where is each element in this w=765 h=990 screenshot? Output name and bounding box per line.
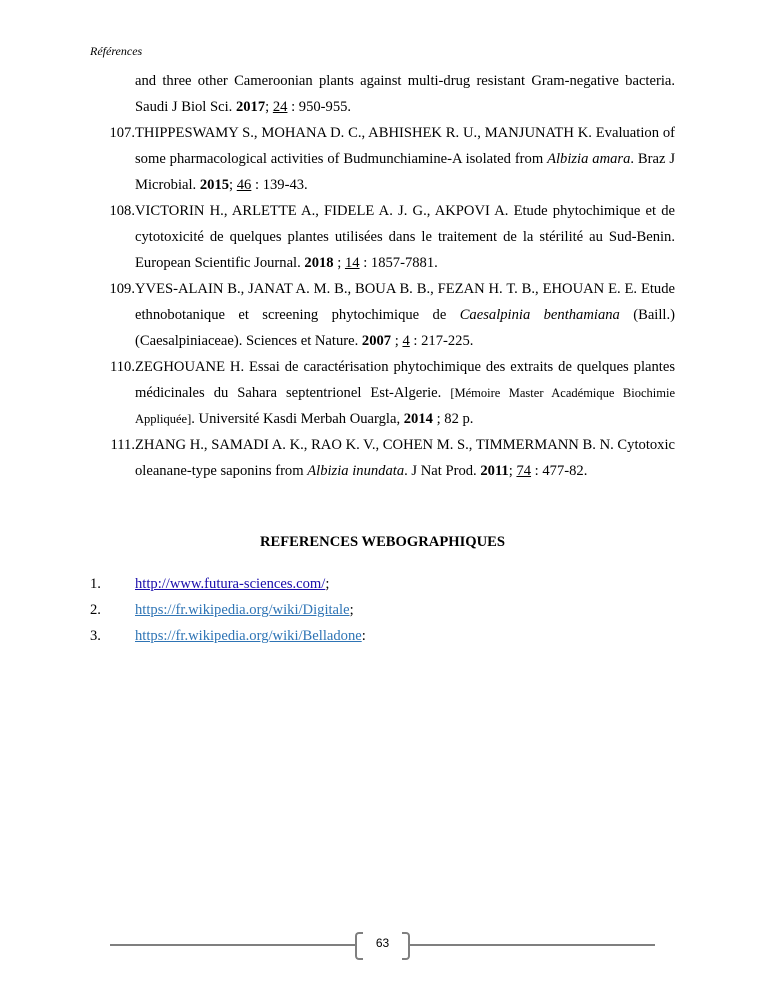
ref-text: and three other Cameroonian plants against multi-drug resistant Gram-negative bacteria. Saudi J Biol Sci. <box>135 73 675 115</box>
web-ref-body <box>135 623 366 649</box>
ref-year: 2011 <box>480 463 509 479</box>
ref-body <box>135 198 675 276</box>
ref-separator: ; <box>229 177 237 193</box>
ref-separator: ; <box>265 99 273 115</box>
ref-volume: 24 <box>272 99 288 115</box>
ref-volume: 74 <box>516 463 532 479</box>
web-ref-number: 3. <box>90 628 101 644</box>
ref-body <box>135 120 675 198</box>
ref-thesis-type: [Mémoire Master Académique Biochimie Appliquée] <box>135 386 675 426</box>
ref-volume: 14 <box>344 255 360 271</box>
ref-body <box>135 276 675 354</box>
wikipedia-digitale-link[interactable]: https://fr.wikipedia.org/wiki/Digitale <box>135 602 350 618</box>
ref-text: VICTORIN H., ARLETTE A., FIDELE A. J. G., AKPOVI A. Etude phytochimique et de cytotoxicité de quelques plantes utilisées dans le traitement de la stérilité au Sud-Benin. European Scientific Journal. <box>135 203 675 271</box>
wikipedia-belladone-link[interactable]: https://fr.wikipedia.org/wiki/Belladone <box>135 628 362 644</box>
ref-pages: : 1857-7881. <box>359 255 438 271</box>
page-number: 63 <box>375 936 390 950</box>
web-ref-suffix: : <box>361 628 366 644</box>
webography-list <box>90 571 675 649</box>
ref-year: 2007 <box>361 333 392 349</box>
footer-rule-right <box>410 944 655 946</box>
futura-sciences-link[interactable]: http://www.futura-sciences.com/ <box>135 576 326 592</box>
reference-list <box>90 68 675 484</box>
ref-pages: : 950-955. <box>287 99 352 115</box>
web-ref-suffix: ; <box>349 602 354 618</box>
web-reference-1 <box>90 571 675 597</box>
reference-106-continuation <box>135 68 675 120</box>
web-ref-body <box>135 571 329 597</box>
ref-body <box>135 354 675 432</box>
ref-year: 2017 <box>235 99 266 115</box>
ref-number: 109. <box>109 281 135 297</box>
ref-institution: . Université Kasdi Merbah Ouargla, <box>191 411 404 427</box>
ref-separator: ; <box>391 333 403 349</box>
reference-109 <box>90 276 675 354</box>
reference-107 <box>90 120 675 198</box>
reference-111 <box>90 432 675 484</box>
reference-108 <box>90 198 675 276</box>
ref-body <box>135 432 675 484</box>
ref-pages: : 217-225. <box>409 333 474 349</box>
web-reference-2 <box>90 597 675 623</box>
ref-text: ZEGHOUANE H. Essai de caractérisation phytochimique des extraits de quelques plantes médicinales du Sahara septentrionel Est-Algerie. <box>135 359 675 401</box>
ref-volume: 46 <box>236 177 252 193</box>
web-ref-number: 2. <box>90 602 101 618</box>
ref-year: 2018 <box>304 255 334 271</box>
ref-journal: . Braz J Microbial. <box>135 151 675 193</box>
ref-text: THIPPESWAMY S., MOHANA D. C., ABHISHEK R. U., MANJUNATH K. Evaluation of some pharmacological activities of Budmunchiamine-A isolated from <box>135 125 675 167</box>
ref-species: Caesalpinia benthamiana <box>459 307 620 323</box>
running-header: Références <box>90 44 143 58</box>
reference-110 <box>90 354 675 432</box>
ref-pages: ; 82 p. <box>432 411 474 427</box>
ref-year: 2014 <box>403 411 433 427</box>
webography-heading: REFERENCES WEBOGRAPHIQUES <box>259 534 506 550</box>
ref-number: 111. <box>110 437 135 453</box>
web-ref-number: 1. <box>90 576 101 592</box>
ref-separator: ; <box>508 463 517 479</box>
ref-year: 2015 <box>199 177 230 193</box>
footer-bracket-right <box>402 932 410 960</box>
ref-text: ZHANG H., SAMADI A. K., RAO K. V., COHEN M. S., TIMMERMANN B. N. Cytotoxic oleanane-type saponins from <box>135 437 675 479</box>
ref-species: Albizia inundata <box>307 463 405 479</box>
web-reference-3 <box>90 623 675 649</box>
page-footer <box>110 930 655 960</box>
ref-text: YVES-ALAIN B., JANAT A. M. B., BOUA B. B., FEZAN H. T. B., EHOUAN E. E. Etude ethnobotanique et screening phytochimique de <box>135 281 675 323</box>
ref-species: Albizia amara <box>547 151 631 167</box>
ref-journal: . J Nat Prod. <box>404 463 481 479</box>
ref-pages: : 139-43. <box>251 177 308 193</box>
web-ref-body <box>135 597 354 623</box>
ref-number: 110. <box>110 359 135 375</box>
ref-number: 107. <box>109 125 135 141</box>
web-ref-suffix: ; <box>325 576 330 592</box>
ref-separator: ; <box>333 255 345 271</box>
ref-journal: (Baill.) (Caesalpiniaceae). Sciences et Nature. <box>135 307 675 349</box>
ref-volume: 4 <box>402 333 410 349</box>
ref-pages: : 477-82. <box>531 463 588 479</box>
ref-number: 108. <box>109 203 135 219</box>
